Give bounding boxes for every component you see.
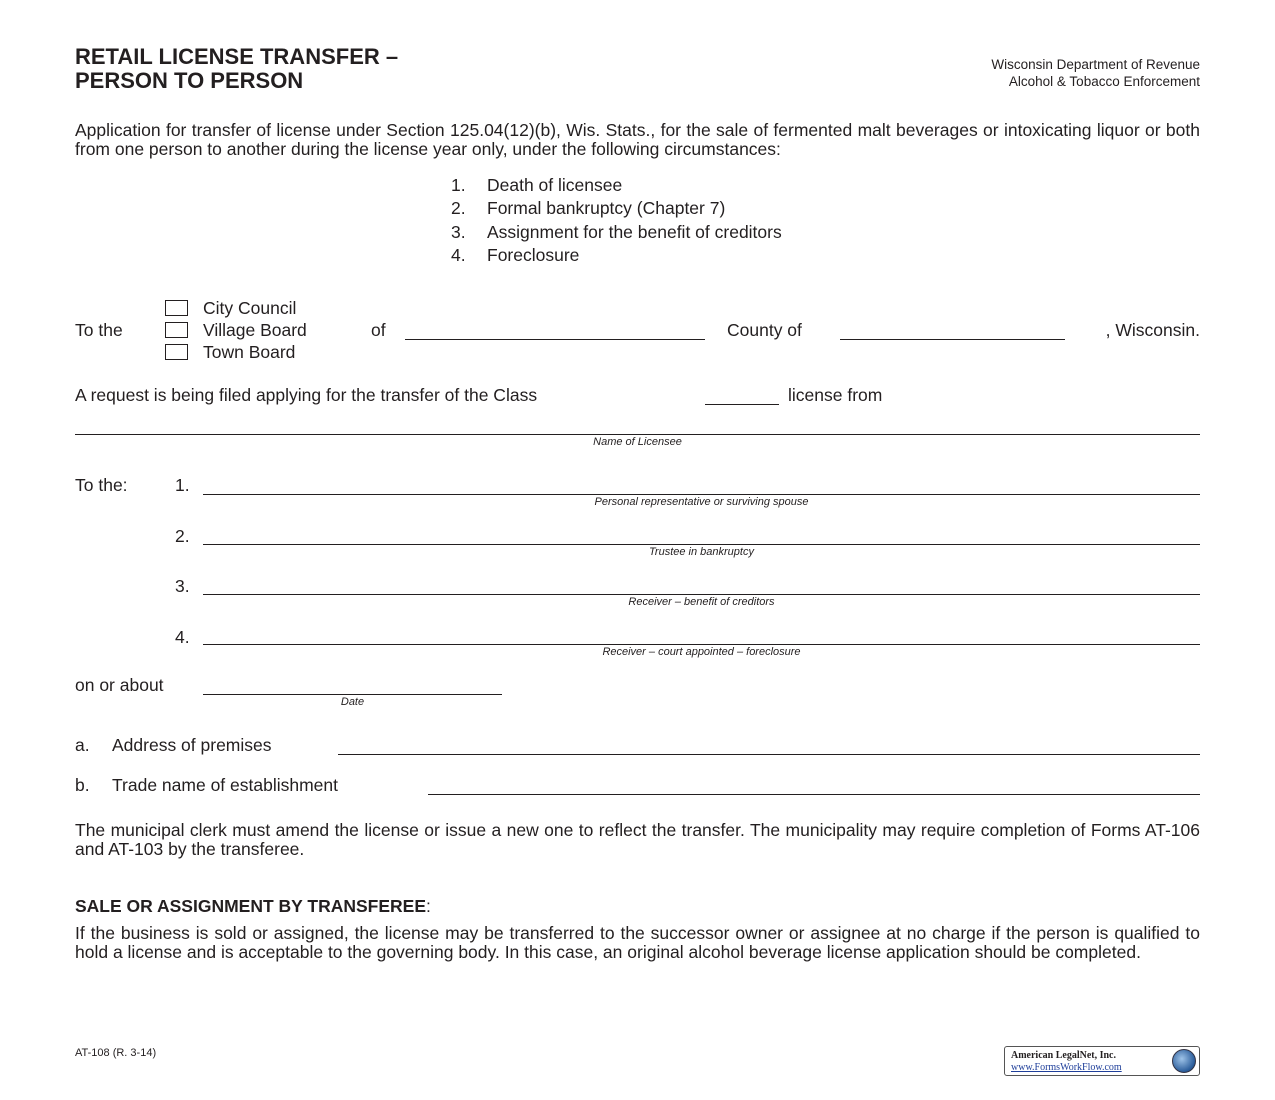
trustee-field[interactable] [203,544,1200,545]
form-title-line2: PERSON TO PERSON [75,68,304,93]
globe-icon [1172,1049,1196,1073]
personal-representative-caption: Personal representative or surviving spouse [594,496,809,508]
personal-representative-field[interactable] [203,494,1200,495]
transferee-to-label: To the: [75,475,128,495]
circumstance-text: Foreclosure [487,245,580,265]
division-name: Alcohol & Tobacco Enforcement [1008,74,1200,89]
form-number: AT-108 (R. 3-14) [75,1047,157,1059]
address-letter: a. [75,735,90,755]
sale-section-heading [75,896,431,916]
circumstance-text: Death of licensee [487,175,623,195]
circumstance-text: Assignment for the benefit of creditors [487,222,782,242]
receiver-foreclosure-caption: Receiver – court appointed – foreclosure [602,646,801,658]
intro-paragraph: Application for transfer of license under Section 125.04(12)(b), Wis. Stats., for the sale of fermented malt beverages or intoxicating liquor or both from one person to another during the license year only, under the following circumstances: [75,120,1200,159]
clerk-note: The municipal clerk must amend the license or issue a new one to reflect the transfer. The municipality may require completion of Forms AT-106 and AT-103 by the transferee. [75,820,1200,859]
trustee-caption: Trustee in bankruptcy [649,546,754,558]
date-field[interactable] [203,694,502,695]
licensee-name-caption: Name of Licensee [593,436,682,448]
circumstance-number: 3. [451,222,466,242]
transferee-number-2: 2. [175,526,190,546]
logo-company-name: American LegalNet, Inc. [1011,1050,1116,1061]
trade-name-field[interactable] [428,794,1200,795]
receiver-foreclosure-field[interactable] [203,644,1200,645]
trade-name-label: Trade name of establishment [112,775,338,795]
town-board-checkbox[interactable] [165,344,188,360]
license-from-text: license from [788,385,883,405]
state-label: , Wisconsin. [1105,320,1200,340]
license-class-field[interactable] [705,404,779,405]
logo-url-link[interactable]: www.FormsWorkFlow.com [1011,1062,1122,1073]
county-name-field[interactable] [840,339,1065,340]
city-council-label: City Council [203,298,297,318]
date-label: on or about [75,675,164,695]
circumstance-item-4 [451,245,579,265]
to-the-label: To the [75,320,123,340]
circumstance-number: 2. [451,198,466,218]
of-label: of [371,320,386,340]
transferee-number-1: 1. [175,475,190,495]
form-title-line1: RETAIL LICENSE TRANSFER – [75,44,399,69]
transferee-number-4: 4. [175,627,190,647]
trade-name-letter: b. [75,775,90,795]
municipality-name-field[interactable] [405,339,705,340]
village-board-label: Village Board [203,320,307,340]
address-label: Address of premises [112,735,272,755]
circumstance-item-3 [451,222,782,242]
county-label: County of [727,320,802,340]
department-name: Wisconsin Department of Revenue [991,57,1200,72]
circumstance-text: Formal bankruptcy (Chapter 7) [487,198,726,218]
receiver-creditors-caption: Receiver – benefit of creditors [628,596,775,608]
sale-heading-text: SALE OR ASSIGNMENT BY TRANSFEREE [75,896,427,916]
village-board-checkbox[interactable] [165,322,188,338]
request-text: A request is being filed applying for the transfer of the Class [75,385,538,405]
sale-section-text: If the business is sold or assigned, the license may be transferred to the successor owner or assignee at no charge if the person is qualified to hold a license and is acceptable to the governing body. In this case, an original alcohol beverage license application should be completed. [75,923,1200,962]
licensee-name-field[interactable] [75,434,1200,435]
circumstance-item-1 [451,175,622,195]
american-legalnet-logo[interactable] [1004,1046,1200,1076]
address-of-premises-field[interactable] [338,754,1200,755]
sale-heading-colon: : [426,896,431,916]
date-caption: Date [340,696,365,708]
receiver-creditors-field[interactable] [203,594,1200,595]
circumstance-item-2 [451,198,725,218]
town-board-label: Town Board [203,342,296,362]
city-council-checkbox[interactable] [165,300,188,316]
transferee-number-3: 3. [175,576,190,596]
circumstance-number: 1. [451,175,466,195]
circumstance-number: 4. [451,245,466,265]
